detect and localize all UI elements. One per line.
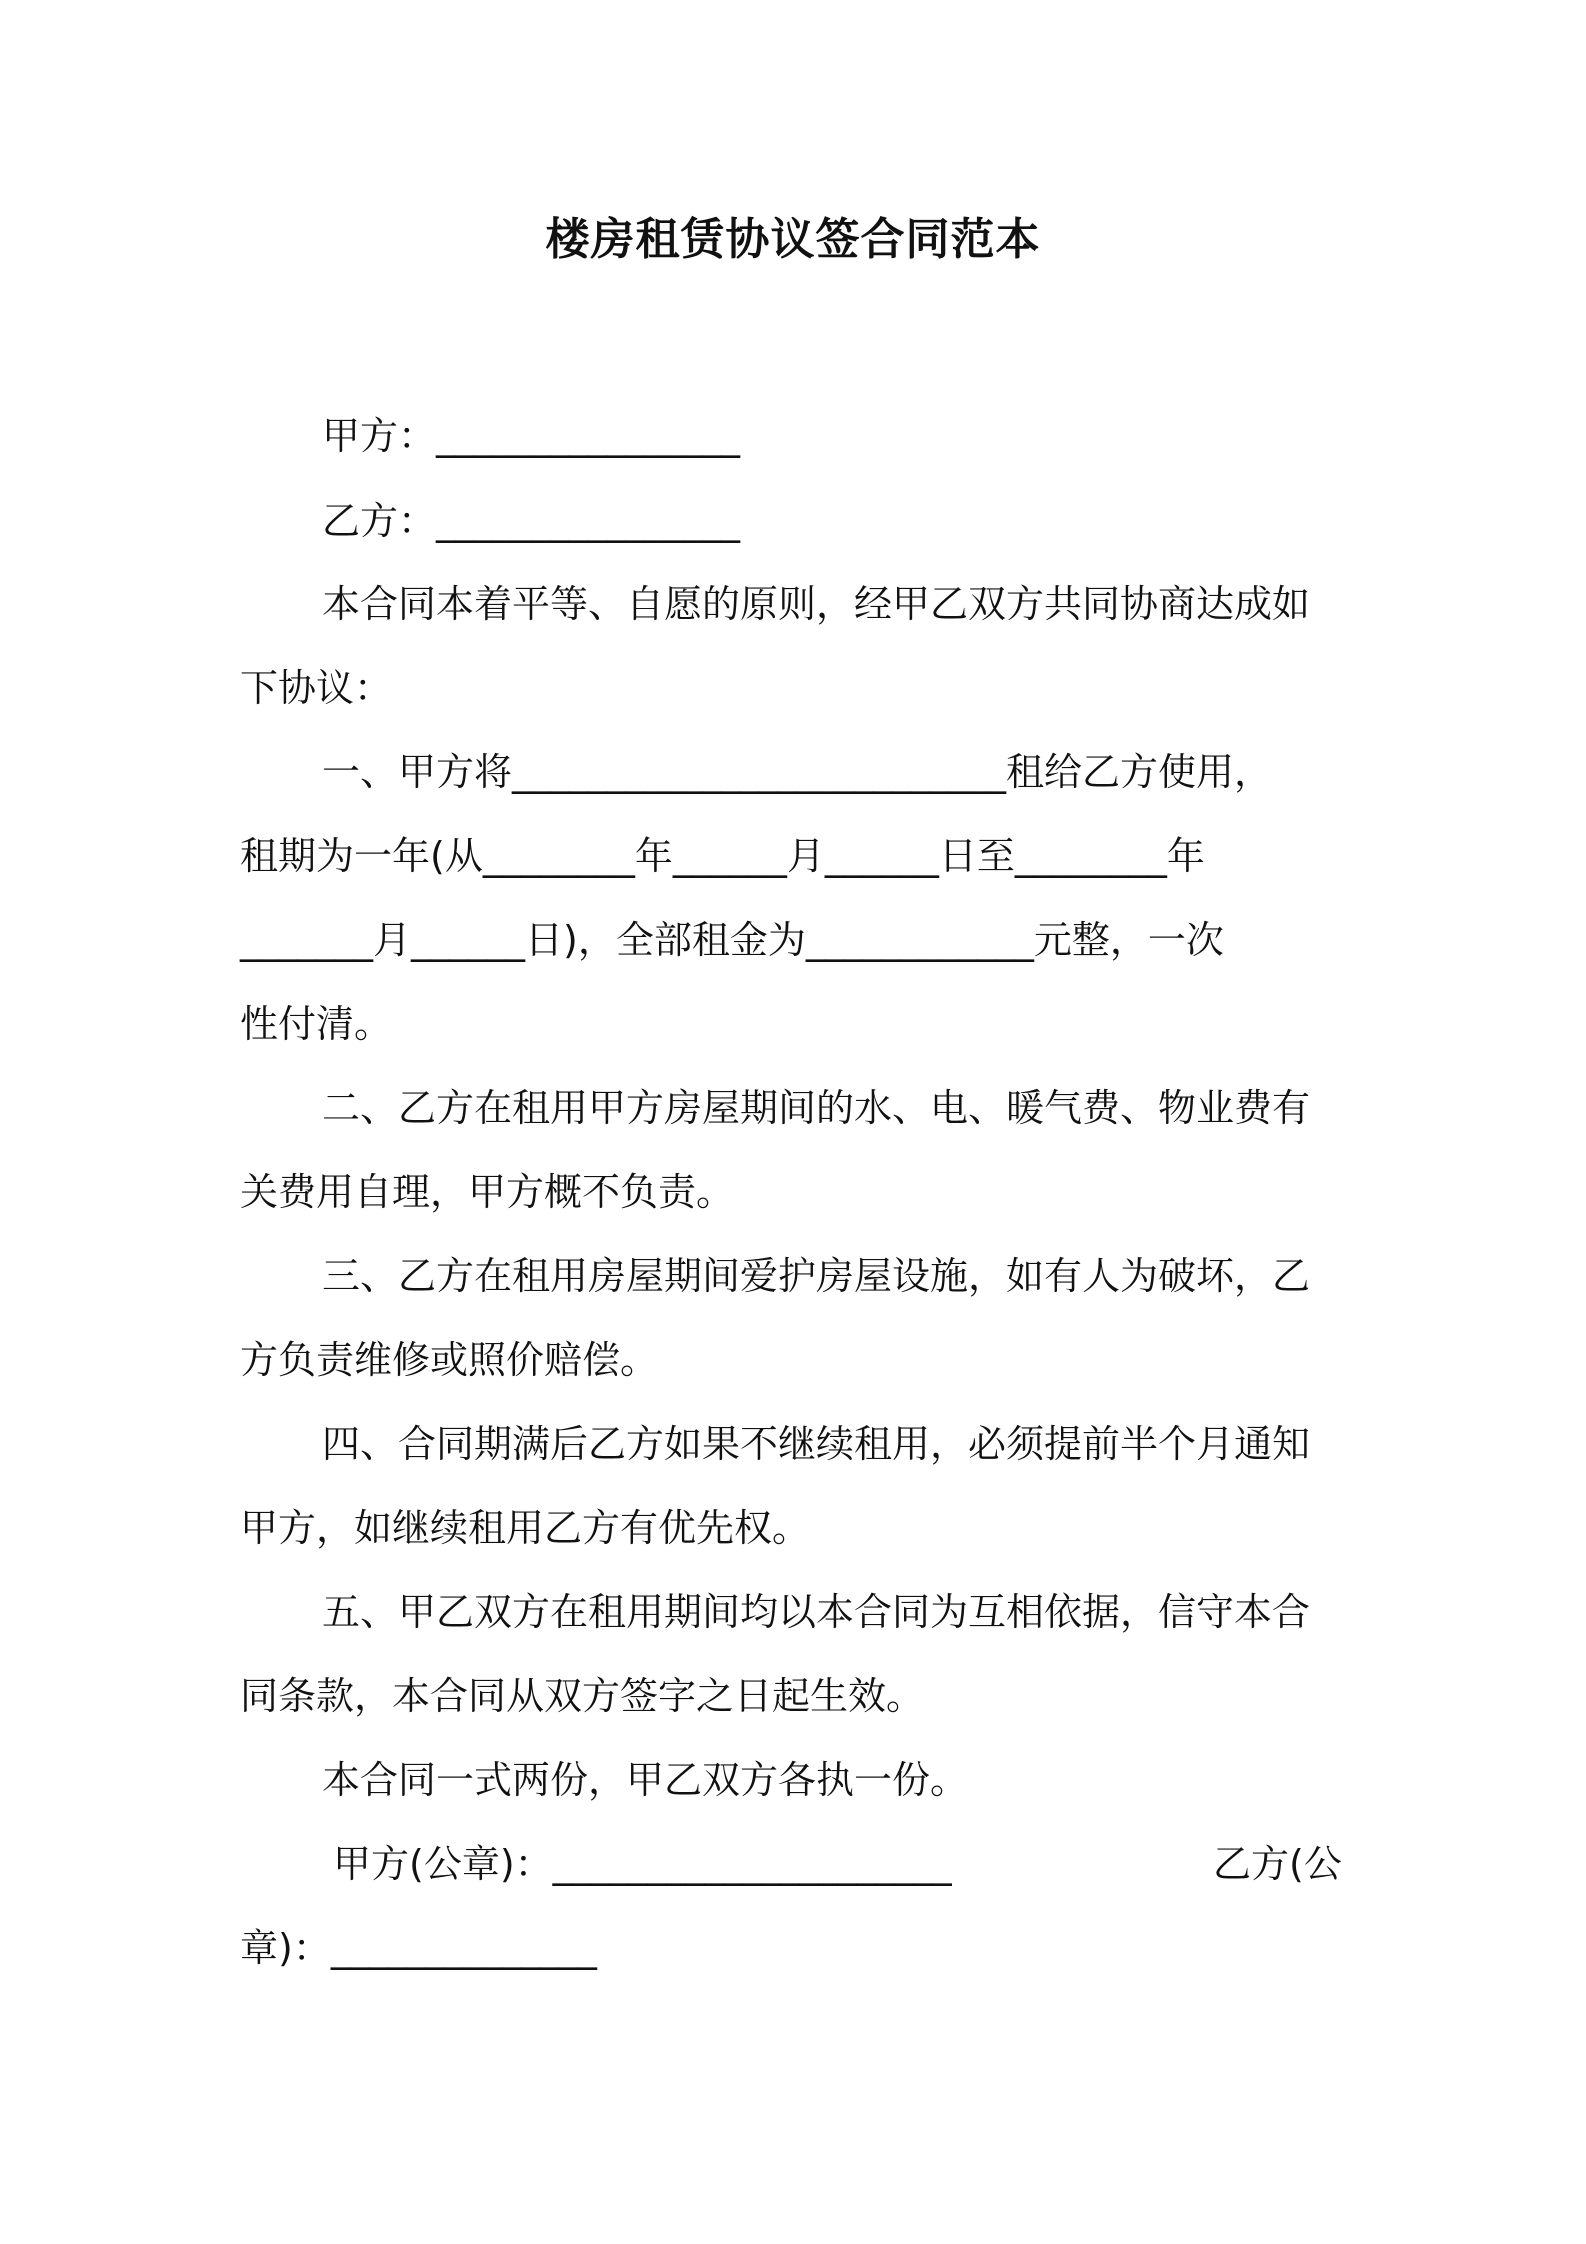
- clause-1-line-2: 租期为一年(从________年______月______日至________年: [240, 834, 1205, 878]
- clause-5-line-2: 同条款，本合同从双方签字之日起生效。: [240, 1674, 925, 1718]
- signature-party-b-end: 章)：______________: [240, 1926, 597, 1970]
- page-title: 楼房租赁协议签合同范本: [545, 214, 1041, 265]
- party-a-line: 甲方：________________: [322, 414, 741, 458]
- clause-1-line-4: 性付清。: [240, 1002, 393, 1046]
- signature-party-a: 甲方(公章)：_____________________: [333, 1842, 952, 1886]
- intro-line-1: 本合同本着平等、自愿的原则，经甲乙双方共同协商达成如: [322, 582, 1311, 626]
- clause-3-line-1: 三、乙方在租用房屋期间爱护房屋设施，如有人为破坏，乙: [322, 1254, 1311, 1298]
- clause-5-line-1: 五、甲乙双方在租用期间均以本合同为互相依据，信守本合: [322, 1590, 1311, 1634]
- clause-2-line-1: 二、乙方在租用甲方房屋期间的水、电、暖气费、物业费有: [322, 1086, 1311, 1130]
- copies-line: 本合同一式两份，甲乙双方各执一份。: [322, 1758, 969, 1802]
- intro-line-2: 下协议：: [240, 666, 393, 710]
- clause-1-line-3: _______月______日)，全部租金为____________元整，一次: [240, 918, 1224, 962]
- signature-party-b-start: 乙方(公: [1213, 1842, 1342, 1886]
- party-b-line: 乙方：________________: [322, 499, 741, 543]
- clause-3-line-2: 方负责维修或照价赔偿。: [240, 1338, 659, 1382]
- clause-4-line-1: 四、合同期满后乙方如果不继续租用，必须提前半个月通知: [322, 1422, 1311, 1466]
- clause-2-line-2: 关费用自理，甲方概不负责。: [240, 1170, 735, 1214]
- clause-1-line-1: 一、甲方将__________________________租给乙方使用，: [322, 750, 1273, 794]
- clause-4-line-2: 甲方，如继续租用乙方有优先权。: [240, 1506, 811, 1550]
